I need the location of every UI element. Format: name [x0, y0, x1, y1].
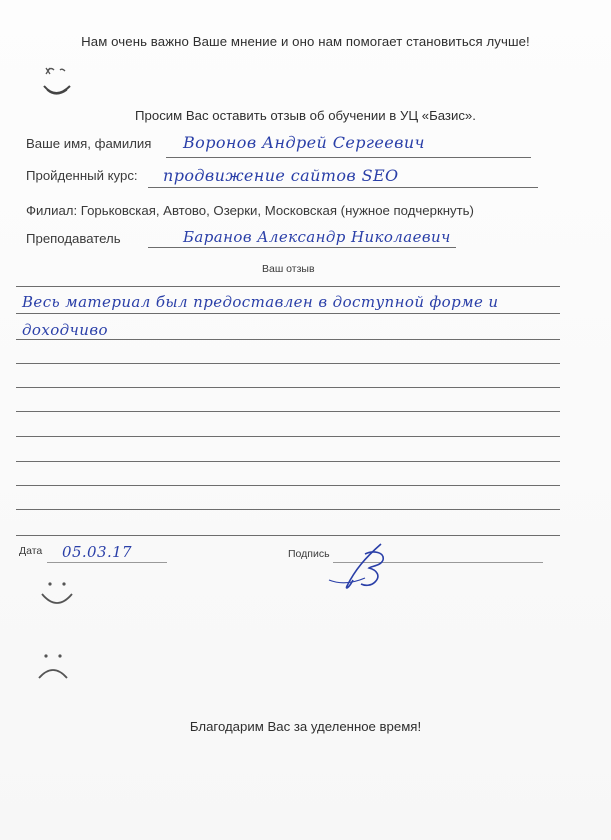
date-value: 05.03.17 — [62, 543, 132, 561]
review-line — [16, 461, 560, 462]
review-line — [16, 509, 560, 510]
review-line — [16, 286, 560, 287]
signature-label: Подпись — [288, 548, 330, 560]
review-line — [16, 339, 560, 340]
teacher-value: Баранов Александр Николаевич — [183, 228, 451, 246]
teacher-underline — [148, 247, 456, 248]
review-line — [16, 313, 560, 314]
date-label: Дата — [19, 545, 43, 557]
name-underline — [166, 157, 531, 158]
review-label: Ваш отзыв — [262, 263, 315, 275]
smiley-sad-icon — [36, 652, 72, 682]
review-line — [16, 485, 560, 486]
course-underline — [148, 187, 538, 188]
form-subtitle: Просим Вас оставить отзыв об обучении в УЦ «Базис». — [135, 108, 476, 123]
footer-thanks: Благодарим Вас за уделенное время! — [189, 719, 422, 734]
smiley-happy-icon — [38, 580, 76, 608]
page-header: Нам очень важно Ваше мнение и оно нам помогает становиться лучше! — [81, 34, 530, 49]
name-value: Воронов Андрей Сергеевич — [183, 133, 425, 152]
name-label: Ваше имя, фамилия — [26, 136, 152, 151]
review-line — [16, 411, 560, 412]
branch-label: Филиал: Горьковская, Автово, Озерки, Московская (нужное подчеркнуть) — [26, 203, 474, 218]
review-text-line-2: доходчиво — [22, 321, 108, 339]
course-label: Пройденный курс: — [26, 168, 138, 183]
review-line — [16, 363, 560, 364]
smiley-icon-top — [38, 58, 74, 106]
course-value: продвижение сайтов SEO — [163, 166, 399, 185]
review-line — [16, 387, 560, 388]
signature-mark — [325, 540, 395, 592]
date-underline — [47, 562, 167, 563]
review-line — [16, 535, 560, 536]
teacher-label: Преподаватель — [26, 231, 121, 246]
review-line — [16, 436, 560, 437]
review-text-line-1: Весь материал был предоставлен в доступной форме и — [22, 293, 499, 311]
